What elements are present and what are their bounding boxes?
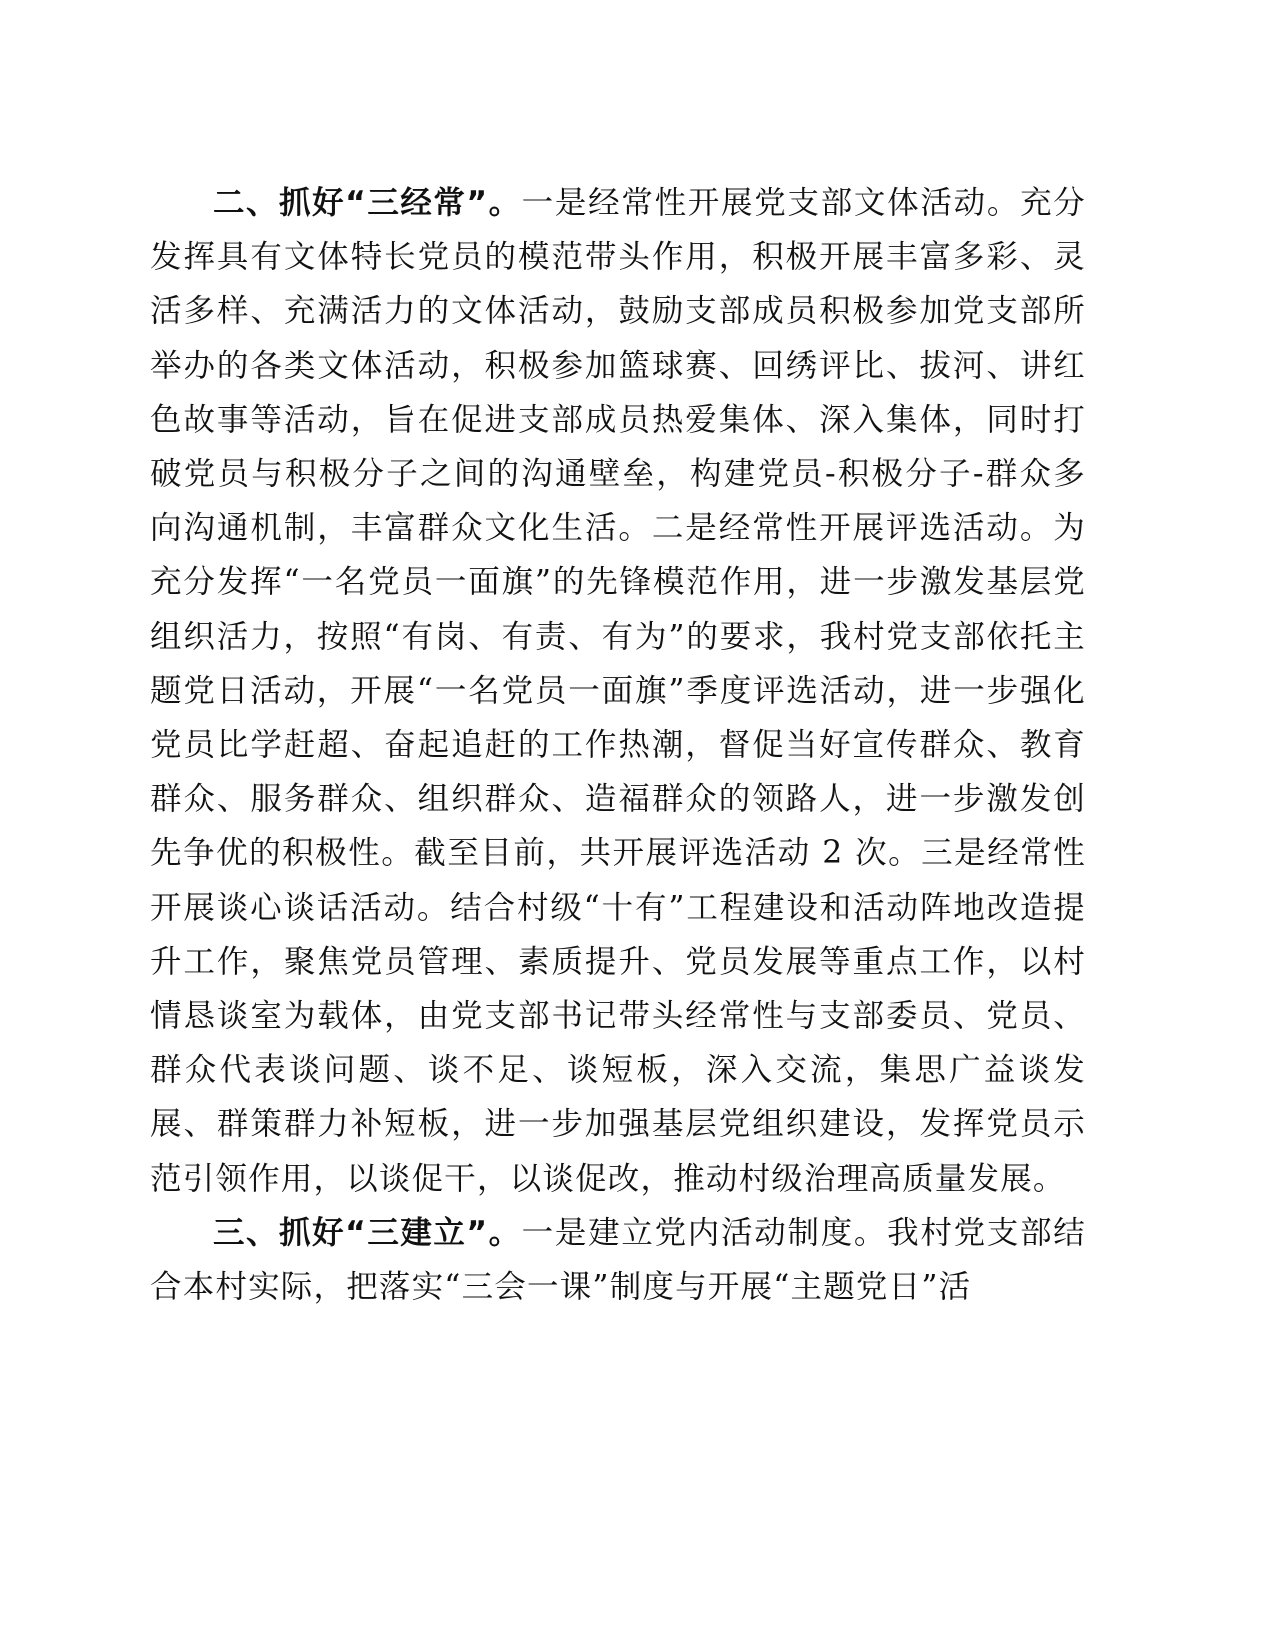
document-body bbox=[150, 176, 1086, 1314]
paragraph-san-jingchang bbox=[150, 176, 1086, 1206]
paragraph-san-jianli bbox=[150, 1206, 1086, 1314]
section-heading-3: 三、抓好“三建立”。 bbox=[213, 1214, 522, 1251]
section-heading-2: 二、抓好“三经常”。 bbox=[213, 185, 522, 221]
paragraph-text-3: 一是建立党内活动制度。我村党支部结合本村实际，把落实“三会一课”制度与开展“主题党日”活 bbox=[150, 1214, 1086, 1306]
paragraph-text-2: 一是经常性开展党支部文体活动。充分发挥具有文体特长党员的模范带头作用，积极开展丰富多彩、灵活多样、充满活力的文体活动，鼓励支部成员积极参加党支部所举办的各类文体活动，积极参加篮球赛、回绣评比、拔河、讲红色故事等活动，旨在促进支部成员热爱集体、深入集体，同时打破党员与积极分子之间的沟通壁垒，构建党员-积极分子-群众多向沟通机制，丰富群众文化生活。二是经常性开展评选活动。为充分发挥“一名党员一面旗”的先锋模范作用，进一步激发基层党组织活力，按照“有岗、有责、有为”的要求，我村党支部依托主题党日活动，开展“一名党员一面旗”季度评选活动，进一步强化党员比学赶超、奋起追赶的工作热潮，督促当好宣传群众、教育群众、服务群众、组织群众、造福群众的领路人，进一步激发创先争优的积极性。截至目前，共开展评选活动 2 次。三是经常性开展谈心谈话活动。结合村级“十有”工程建设和活动阵地改造提升工作，聚焦党员管理、素质提升、党员发展等重点工作，以村情恳谈室为载体，由党支部书记带头经常性与支部委员、党员、群众代表谈问题、谈不足、谈短板，深入交流，集思广益谈发展、群策群力补短板，进一步加强基层党组织建设，发挥党员示范引领作用，以谈促干，以谈促改，推动村级治理高质量发展。 bbox=[150, 185, 1086, 1197]
